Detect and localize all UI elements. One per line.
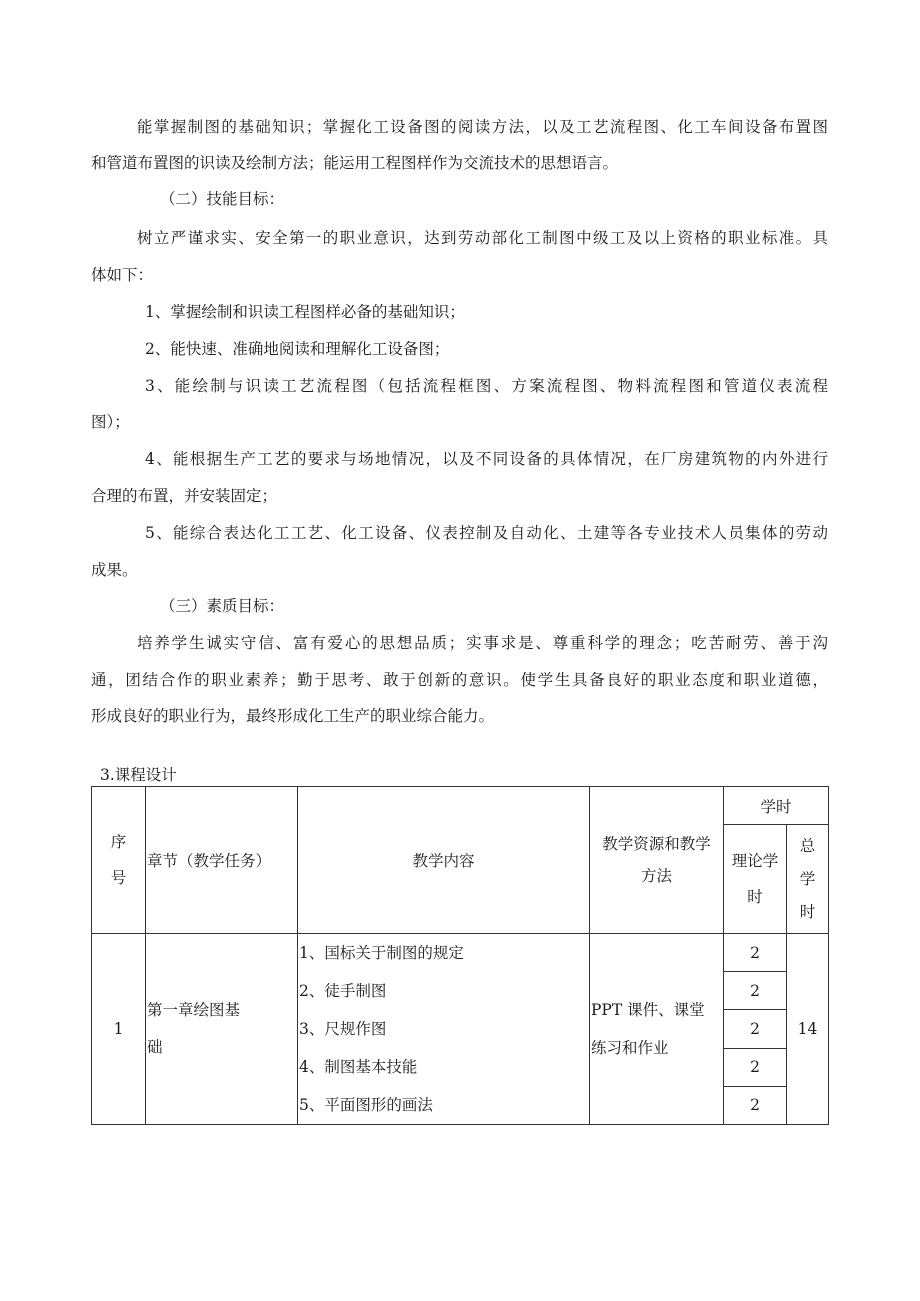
content-item-3: 3、尺规作图	[299, 1020, 387, 1038]
content-item-4: 4、制图基本技能	[299, 1058, 418, 1076]
skill-item-3-line-2: 图）；	[91, 413, 130, 431]
skill-item-4-line-2: 合理的布置，并安装固定；	[91, 487, 278, 505]
skill-intro-line-2: 体如下：	[91, 266, 154, 284]
theory-hours-cell-4: 2	[724, 1048, 787, 1086]
theory-hours-cell-2: 2	[724, 972, 787, 1010]
knowledge-paragraph-line-2: 和管道布置图的识读及绘制方法；能运用工程图样作为交流技术的思想语言。	[91, 154, 619, 172]
content-item-5: 5、平面图形的画法	[299, 1096, 433, 1114]
theory-hours-cell-1: 2	[724, 934, 787, 972]
header-total-hours: 总 学 时	[787, 825, 829, 934]
header-hours: 学时	[724, 787, 829, 825]
skill-item-4-line-1: 4、能根据生产工艺的要求与场地情况，以及不同设备的具体情况，在厂房建筑物的内外进行	[145, 450, 828, 468]
header-resources: 教学资源和教学 方法	[590, 787, 724, 934]
content-item-2: 2、徒手制图	[299, 982, 387, 1000]
skill-item-1: 1、掌握绘制和识读工程图样必备的基础知识；	[145, 303, 465, 321]
quality-paragraph-line-1: 培养学生诚实守信、富有爱心的思想品质；实事求是、尊重科学的理念；吃苦耐劳、善于沟	[137, 634, 828, 652]
header-chapter: 章节（教学任务）	[146, 787, 298, 934]
table-row	[92, 934, 829, 972]
quality-paragraph-line-2: 通，团结合作的职业素养；勤于思考、敢于创新的意识。使学生具备良好的职业态度和职业道德，	[91, 671, 828, 689]
row-seq: 1	[92, 934, 146, 1125]
skill-intro-line-1: 树立严谨求实、安全第一的职业意识，达到劳动部化工制图中级工及以上资格的职业标准。具	[137, 229, 828, 247]
content-item-1: 1、国标关于制图的规定	[299, 944, 464, 962]
header-seq: 序 号	[92, 787, 146, 934]
header-content: 教学内容	[298, 787, 590, 934]
theory-hours-cell-5: 2	[724, 1086, 787, 1124]
table-header-row-1	[92, 787, 829, 825]
quality-paragraph-line-3: 形成良好的职业行为，最终形成化工生产的职业综合能力。	[91, 707, 495, 725]
row-resources: PPT 课件、课堂 练习和作业	[590, 934, 724, 1125]
skill-item-5-line-2: 成果。	[91, 561, 138, 579]
row-chapter: 第一章绘图基 础	[146, 934, 298, 1125]
section-title: 3.课程设计	[100, 766, 177, 784]
quality-heading: （三）素质目标：	[160, 597, 285, 615]
skill-item-3-line-1: 3、能绘制与识读工艺流程图（包括流程框图、方案流程图、物料流程图和管道仪表流程	[145, 377, 828, 395]
theory-hours-cell-3: 2	[724, 1010, 787, 1048]
skill-item-2: 2、能快速、准确地阅读和理解化工设备图；	[145, 340, 450, 358]
skill-heading: （二）技能目标：	[160, 190, 285, 208]
row-total-hours: 14	[787, 934, 829, 1125]
row-contents	[298, 934, 590, 1125]
header-theory-hours: 理论学 时	[724, 825, 787, 934]
course-design-table	[91, 786, 829, 1125]
knowledge-paragraph-line-1: 能掌握制图的基础知识；掌握化工设备图的阅读方法，以及工艺流程图、化工车间设备布置图	[137, 118, 828, 136]
skill-item-5-line-1: 5、能综合表达化工工艺、化工设备、仪表控制及自动化、土建等各专业技术人员集体的劳动	[145, 524, 828, 542]
